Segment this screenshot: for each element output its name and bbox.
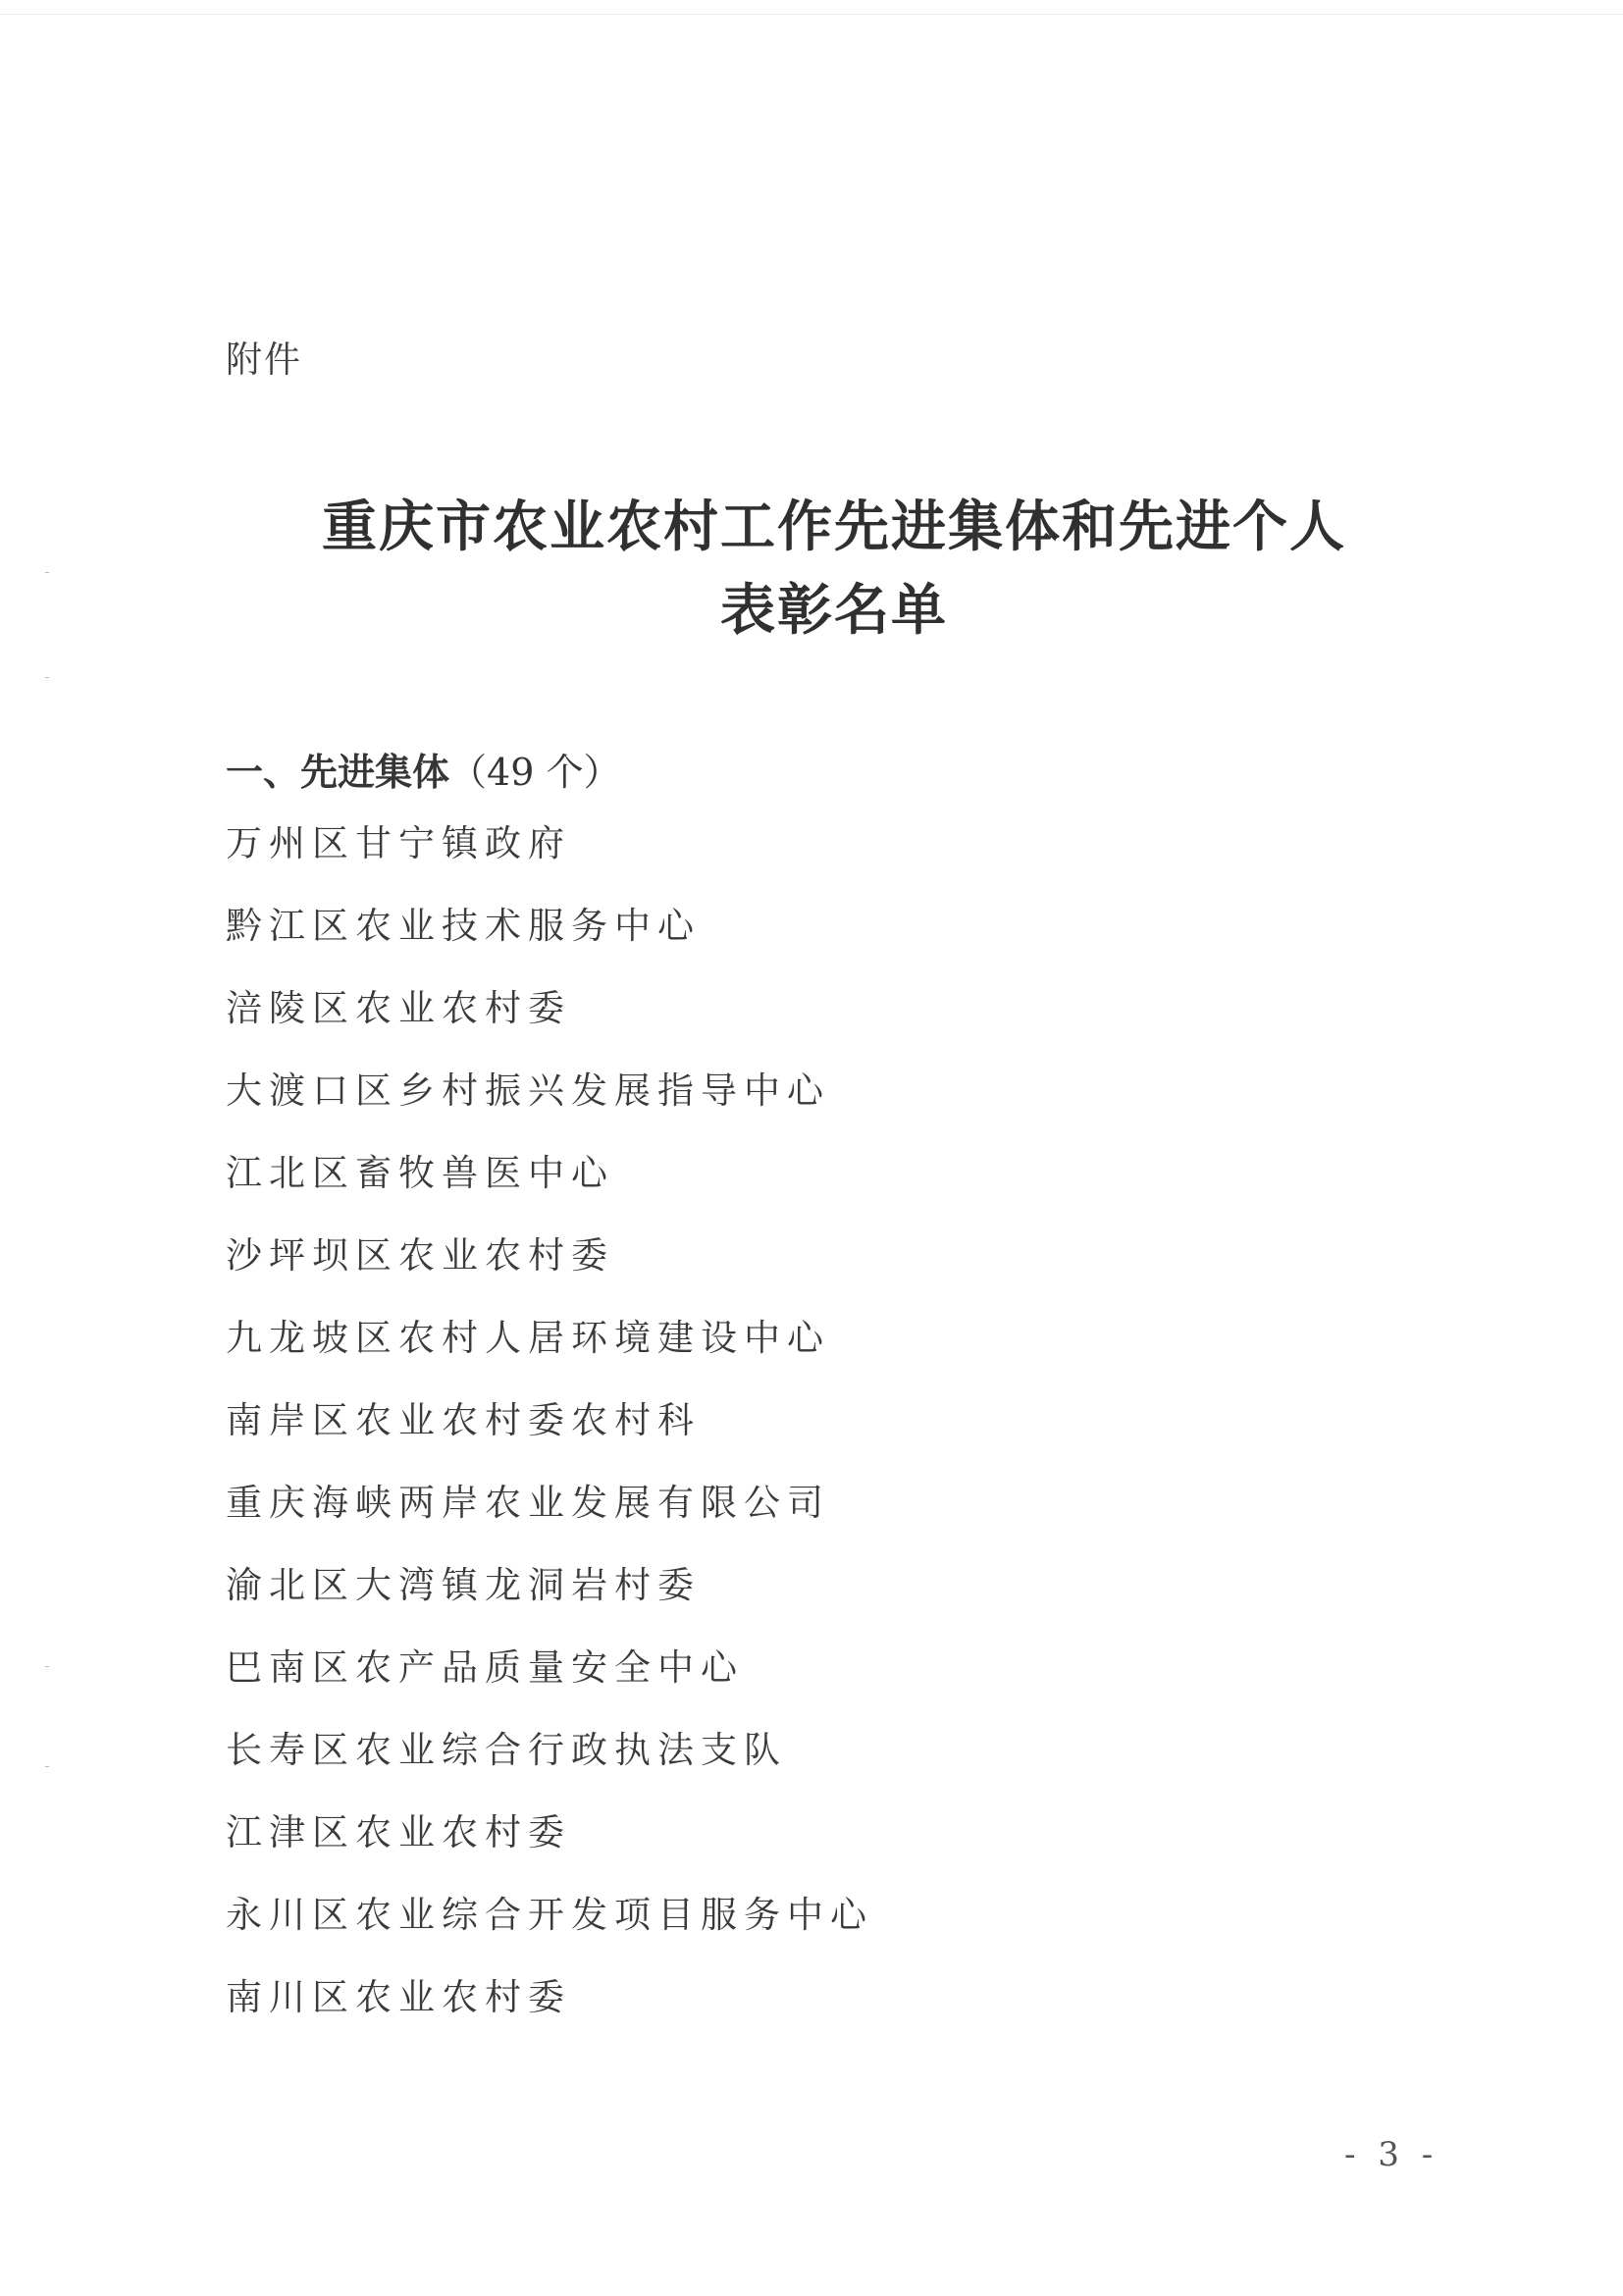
advanced-collective-list bbox=[226, 816, 873, 2053]
list-item: 永川区农业综合开发项目服务中心 bbox=[226, 1894, 873, 1936]
list-item: 沙坪坝区农业农村委 bbox=[226, 1234, 614, 1277]
list-item: 渝北区大湾镇龙洞岩村委 bbox=[226, 1564, 701, 1606]
list-item: 长寿区农业综合行政执法支队 bbox=[226, 1729, 787, 1771]
scan-edge-line bbox=[0, 14, 1623, 15]
margin-dot bbox=[45, 677, 49, 678]
document-title-line2: 表彰名单 bbox=[720, 578, 948, 643]
list-item: 江北区畜牧兽医中心 bbox=[226, 1152, 614, 1194]
margin-dot bbox=[45, 1766, 49, 1767]
attachment-label: 附件 bbox=[226, 339, 302, 381]
section-count: （49 个） bbox=[449, 751, 621, 794]
list-item: 九龙坡区农村人居环境建设中心 bbox=[226, 1317, 830, 1359]
list-item: 南川区农业农村委 bbox=[226, 1976, 571, 2018]
list-item: 重庆海峡两岸农业发展有限公司 bbox=[226, 1482, 830, 1524]
document-title-line1: 重庆市农业农村工作先进集体和先进个人 bbox=[322, 495, 1346, 559]
list-item: 万州区甘宁镇政府 bbox=[226, 822, 571, 864]
list-item: 南岸区农业农村委农村科 bbox=[226, 1399, 701, 1441]
list-item: 涪陵区农业农村委 bbox=[226, 987, 571, 1029]
page-number: - 3 - bbox=[1344, 2135, 1440, 2174]
section-heading bbox=[226, 742, 620, 796]
margin-dot bbox=[45, 1666, 49, 1667]
list-item: 大渡口区乡村振兴发展指导中心 bbox=[226, 1070, 830, 1112]
margin-dot bbox=[45, 572, 49, 573]
section-heading-text: 一、先进集体 bbox=[226, 751, 450, 794]
list-item: 巴南区农产品质量安全中心 bbox=[226, 1646, 744, 1689]
list-item: 江津区农业农村委 bbox=[226, 1811, 571, 1853]
list-item: 黔江区农业技术服务中心 bbox=[226, 905, 701, 947]
